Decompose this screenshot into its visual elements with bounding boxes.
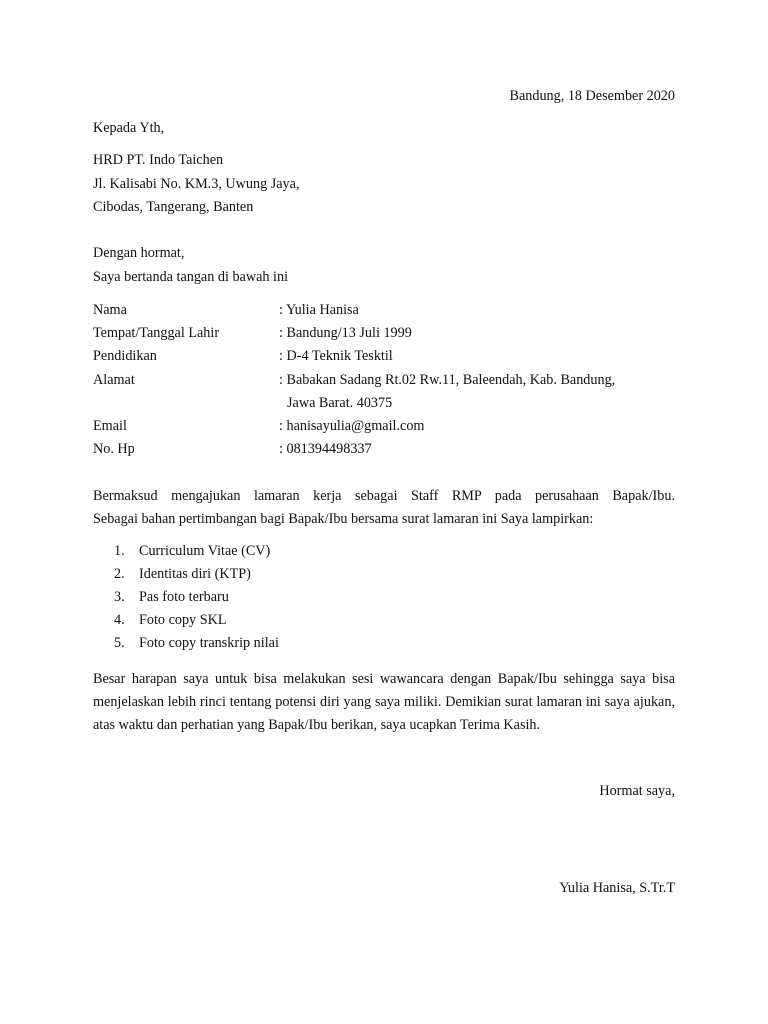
closing: Hormat saya, — [599, 783, 675, 799]
paragraph-2-line-2: menjelaskan lebih rinci tentang potensi diri yang saya miliki. Demikian surat lamaran ini saya ajukan, — [93, 694, 675, 711]
list-item: Curriculum Vitae (CV) — [139, 543, 271, 559]
list-number: 5. — [114, 635, 125, 651]
signature-name: Yulia Hanisa, S.Tr.T — [559, 880, 675, 896]
list-number: 3. — [114, 589, 125, 605]
detail-label-alamat: Alamat — [93, 372, 135, 388]
paragraph-2 — [93, 668, 675, 738]
detail-value-hp: : 081394498337 — [279, 441, 372, 457]
detail-label-ttl: Tempat/Tanggal Lahir — [93, 325, 220, 341]
recipient-line-1: HRD PT. Indo Taichen — [93, 152, 224, 168]
list-item: Foto copy SKL — [139, 612, 227, 628]
detail-label-email: Email — [93, 418, 127, 434]
greeting: Dengan hormat, — [93, 245, 185, 261]
list-number: 2. — [114, 566, 125, 582]
paragraph-2-line-1: Besar harapan saya untuk bisa melakukan sesi wawancara dengan Bapak/Ibu sehingga saya bisa — [93, 671, 675, 687]
place-date: Bandung, 18 Desember 2020 — [509, 88, 675, 104]
detail-value-alamat-cont: Jawa Barat. 40375 — [287, 395, 393, 411]
detail-label-hp: No. Hp — [93, 441, 135, 457]
list-number: 4. — [114, 612, 125, 628]
detail-value-email: : hanisayulia@gmail.com — [279, 418, 425, 434]
intro-text: Saya bertanda tangan di bawah ini — [93, 269, 289, 285]
detail-label-pendidikan: Pendidikan — [93, 348, 157, 364]
list-number: 1. — [114, 543, 125, 559]
list-item: Pas foto terbaru — [139, 589, 229, 605]
detail-value-ttl: : Bandung/13 Juli 1999 — [279, 325, 412, 341]
list-item: Identitas diri (KTP) — [139, 566, 251, 582]
recipient-line-3: Cibodas, Tangerang, Banten — [93, 199, 254, 215]
salutation-to: Kepada Yth, — [93, 120, 165, 136]
detail-value-alamat: : Babakan Sadang Rt.02 Rw.11, Baleendah, Kab. Bandung, — [279, 372, 616, 388]
paragraph-2-line-3: atas waktu dan perhatian yang Bapak/Ibu berikan, saya ucapkan Terima Kasih. — [93, 717, 541, 734]
list-item: Foto copy transkrip nilai — [139, 635, 279, 651]
detail-value-nama: : Yulia Hanisa — [279, 302, 359, 318]
detail-label-nama: Nama — [93, 302, 127, 318]
detail-value-pendidikan: : D-4 Teknik Tesktil — [279, 348, 393, 364]
recipient-line-2: Jl. Kalisabi No. KM.3, Uwung Jaya, — [93, 176, 300, 192]
paragraph-1-line-2: Sebagai bahan pertimbangan bagi Bapak/Ibu bersama surat lamaran ini Saya lampirkan: — [93, 511, 594, 528]
paragraph-1 — [93, 485, 675, 531]
paragraph-1-line-1: Bermaksud mengajukan lamaran kerja sebagai Staff RMP pada perusahaan Bapak/Ibu. — [93, 488, 675, 504]
